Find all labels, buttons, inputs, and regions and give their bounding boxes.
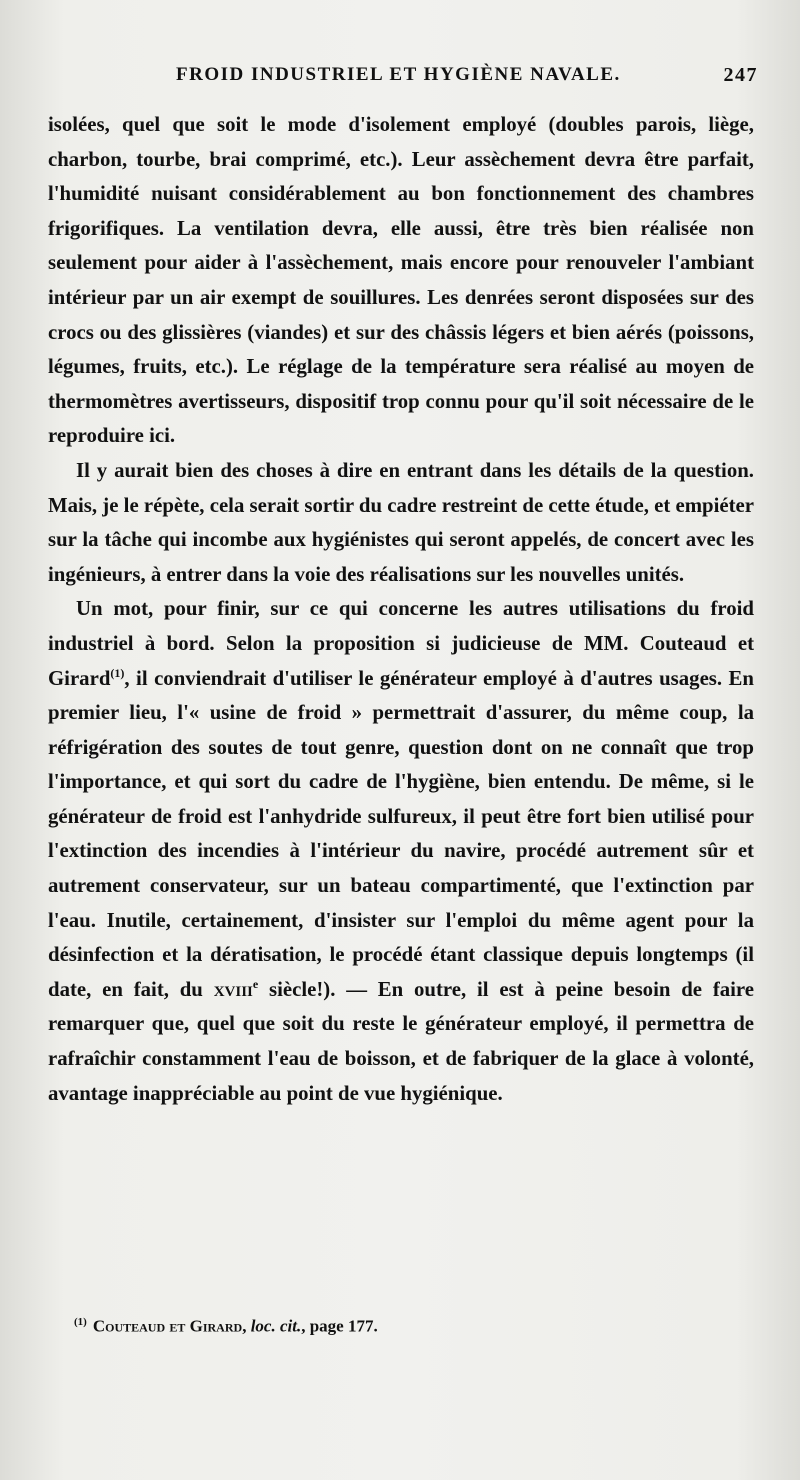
footnote-authors: Couteaud et Girard xyxy=(92,1316,243,1336)
footnote-page: , page 177. xyxy=(301,1316,378,1336)
paragraph-3-text-c: siècle!). — En outre, il est à peine besoin de faire remarquer que, quel que soit du reste le générateur employé, il permettra de rafraîchir constamment l'eau de boisson, et de fabriquer de la glace à volonté, avantage inappréciable au point de vue hygiénique. xyxy=(48,977,755,1105)
century-numeral: xviii xyxy=(213,977,253,1001)
body-text xyxy=(48,108,754,1111)
running-title: FROID INDUSTRIEL ET HYGIÈNE NAVALE. xyxy=(176,64,621,85)
footnote-reference: (1) xyxy=(110,665,125,680)
running-head xyxy=(48,60,758,92)
footnote-mark: (1) xyxy=(74,1316,87,1328)
footnote-reference-abbrev: loc. cit. xyxy=(250,1316,302,1336)
footnote: $^{(1)}$ Couteaud et Girard, loc. cit., page 177. xyxy=(74,1316,378,1336)
paragraph-2: Il y aurait bien des choses à dire en entrant dans les détails de la question. Mais, je le répète, cela serait sortir du cadre restreint de cette étude, et empiéter sur la tâche qui incombe aux hygiénistes qui seront appelés, de concert avec les ingénieurs, à entrer dans la voie des réalisations sur les nouvelles unités. xyxy=(48,458,754,586)
page-number: 247 xyxy=(723,64,758,86)
paragraph-3 xyxy=(48,592,754,1111)
paragraph-3-text-a: Un mot, pour finir, sur ce qui concerne les autres utilisations du froid industriel à bord. Selon la proposition si judicieuse de MM. Couteaud et Girard xyxy=(48,597,754,690)
paragraph-1: isolées, quel que soit le mode d'isolement employé (doubles parois, liège, charbon, tourbe, brai comprimé, etc.). Leur assèchement devra être parfait, l'humidité nuisant considérablement au bon fonctionnement des chambres frigorifiques. La ventilation devra, elle aussi, être très bien réalisée non seulement pour aider à l'assèchement, mais encore pour renouveler l'ambiant intérieur par un air exempt de souillures. Les denrées seront disposées sur des crocs ou des glissières (viandes) et sur des châssis légers et bien aérés (poissons, légumes, fruits, etc.). Le réglage de la température sera réalisé au moyen de thermomètres avertisseurs, dispositif trop connu pour qu'il soit nécessaire de le reproduire ici. xyxy=(48,113,754,448)
century-superscript: e xyxy=(252,976,259,991)
paragraph-3-text-b: , il conviendrait d'utiliser le générateur employé à d'autres usages. En premier lieu, l'« usine de froid » permettrait d'assurer, du même coup, la réfrigération des soutes de tout genre, question dont on ne connaît que trop l'importance, et qui sort du cadre de l'hygiène, bien entendu. De même, si le générateur de froid est l'anhydride sulfureux, il peut être fort bien utilisé pour l'extinction des incendies à l'intérieur du navire, procédé autrement sûr et autrement conservateur, sur un bateau compartimenté, que l'extinction par l'eau. Inutile, certainement, d'insister sur l'emploi du même agent pour la désinfection et la dératisation, le procédé étant classique depuis longtemps (il date, en fait, du xyxy=(48,666,754,1001)
